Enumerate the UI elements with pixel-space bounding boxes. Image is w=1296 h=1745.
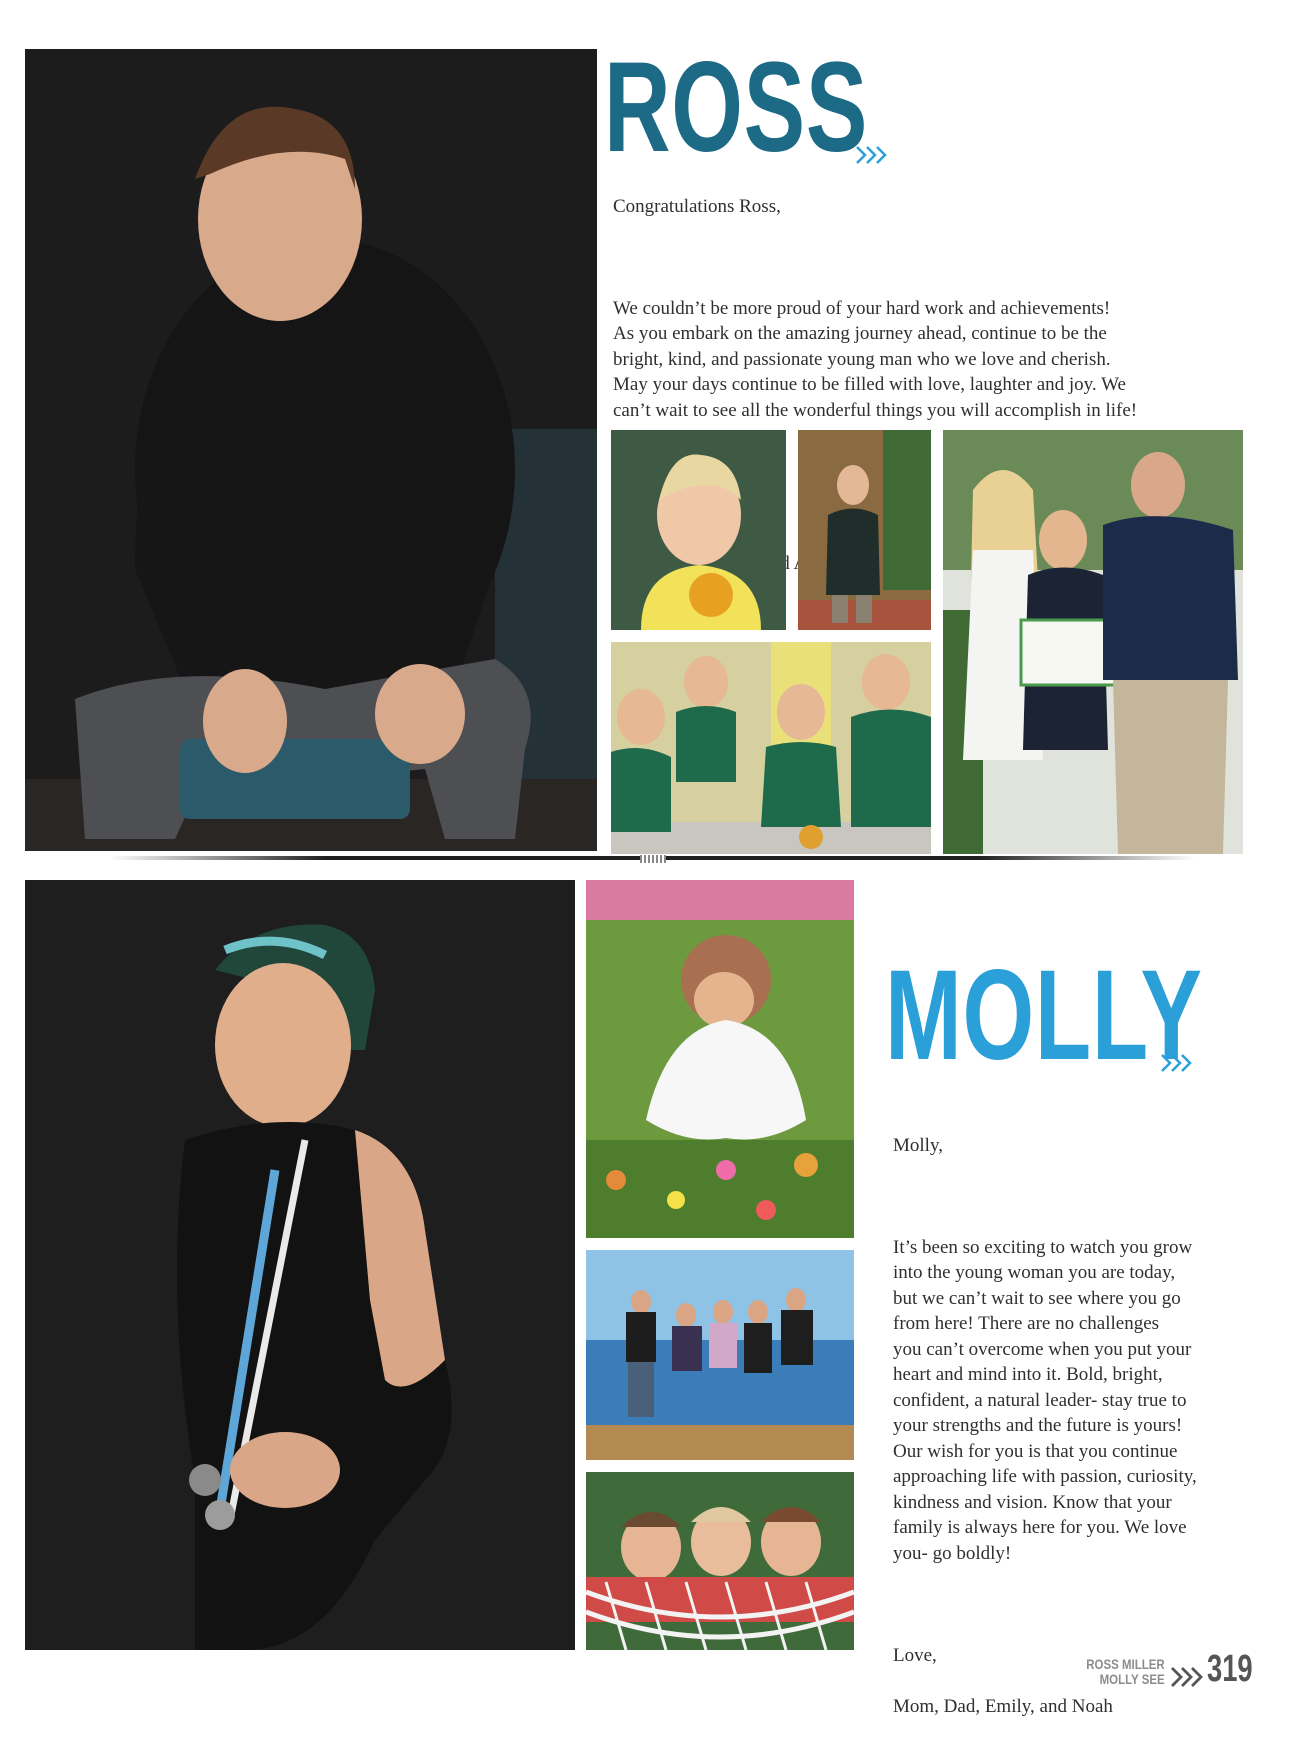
- ross-portrait-photo: [25, 49, 597, 851]
- molly-letter-greeting: Molly,: [893, 1134, 943, 1156]
- ross-graduation-photo: [943, 430, 1243, 854]
- footer-name-1: ROSS MILLER: [1086, 1656, 1165, 1672]
- molly-flower-girl-photo: [586, 880, 854, 1238]
- footer-names: [1087, 1657, 1165, 1687]
- triple-chevron-right-icon: [1170, 1666, 1204, 1688]
- molly-hammock-photo: [586, 1472, 854, 1650]
- footer-name-2: MOLLY SEE: [1099, 1671, 1165, 1687]
- ross-baby-photo: [611, 430, 786, 630]
- section-divider-mark: [640, 855, 666, 863]
- molly-letter-signature: Mom, Dad, Emily, and Noah: [893, 1695, 1113, 1717]
- molly-letter-closing: Love,: [893, 1644, 937, 1666]
- molly-portrait-photo: [25, 880, 575, 1650]
- ross-birthday-photo: [611, 642, 931, 854]
- ross-suit-photo: [798, 430, 931, 630]
- triple-chevron-right-icon: [1161, 1054, 1193, 1072]
- ross-letter-greeting: Congratulations Ross,: [613, 195, 781, 217]
- molly-family-photo: [586, 1250, 854, 1460]
- page-number: 319: [1207, 1648, 1253, 1690]
- molly-letter-body: It’s been so exciting to watch you grow into the young woman you are today, but we can’t wait to see where you go from here! There are no challenges you can’t overcome when you put your heart and mind into it. Bold, bright, confident, a natural leader- stay true to your strengths and the future is yours! Our wish for you is that you continue approaching life with passion, curiosity, kindness and vision. Know that your family is always here for you. We love you- go boldly!: [893, 1236, 1197, 1564]
- ross-letter-body: We couldn’t be more proud of your hard work and achievements! As you embark on the amazing journey ahead, continue to be the bright, kind, and passionate young man who we love and cherish. May your days continue to be filled with love, laughter and joy. We can’t wait to see all the wonderful things you will accomplish in life!: [613, 297, 1138, 421]
- ross-name-heading: ROSS: [604, 36, 869, 179]
- triple-chevron-right-icon: [856, 146, 888, 164]
- molly-name-heading: MOLLY: [885, 944, 1203, 1087]
